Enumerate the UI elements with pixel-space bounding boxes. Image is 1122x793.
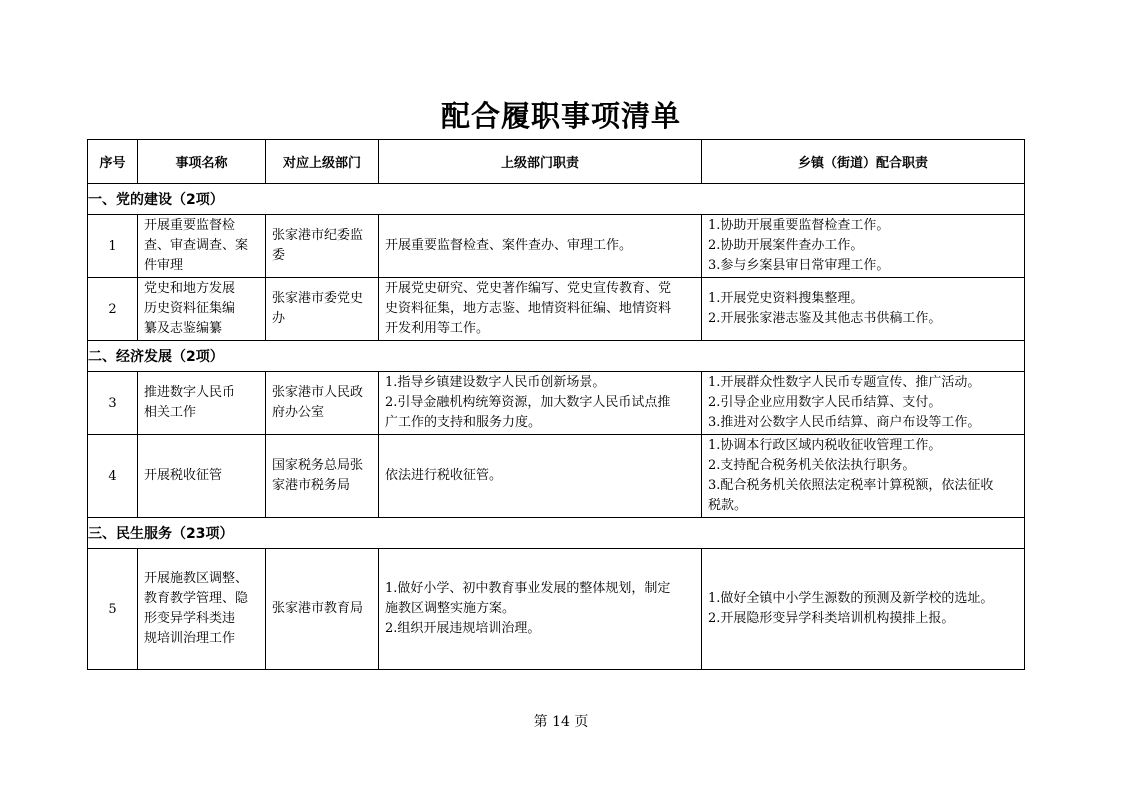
town-duty-cell (702, 278, 1025, 341)
superior-duty-line: 1.做好小学、初中教育事业发展的整体规划，制定 (385, 581, 671, 596)
item-name-line: 党史和地方发展 (144, 281, 236, 296)
town-duty-line: 2.开展隐形变异学科类培训机构摸排上报。 (708, 611, 955, 626)
superior-dept-line: 委 (272, 248, 286, 263)
section-row (88, 184, 1025, 215)
table-row (88, 278, 1025, 341)
town-duty-line: 1.做好全镇中小学生源数的预测及新学校的选址。 (708, 591, 994, 606)
superior-dept-cell (266, 372, 379, 435)
section-row (88, 341, 1025, 372)
item-name-line: 相关工作 (144, 405, 197, 420)
superior-dept-line: 张家港市人民政 (272, 385, 364, 400)
row-index-cell: 2 (88, 278, 138, 341)
town-duty-line: 2.协助开展案件查办工作。 (708, 238, 864, 253)
town-duty-line: 1.协调本行政区域内税收征收管理工作。 (708, 438, 942, 453)
superior-dept-line: 张家港市委党史 (272, 291, 364, 306)
superior-duty-cell (379, 435, 702, 518)
item-name-line: 历史资料征集编 (144, 301, 236, 316)
section-title: 一、党的建设（2项） (88, 184, 1025, 215)
superior-dept-line: 张家港市教育局 (272, 601, 364, 616)
table-row (88, 215, 1025, 278)
item-name-line: 开展重要监督检 (144, 218, 236, 233)
item-name-cell (138, 278, 266, 341)
section-title: 三、民生服务（23项） (88, 518, 1025, 549)
header-town-duty: 乡镇（街道）配合职责 (702, 140, 1025, 184)
superior-duty-line: 开发利用等工作。 (385, 321, 490, 336)
town-duty-cell (702, 372, 1025, 435)
town-duty-line: 2.支持配合税务机关依法执行职务。 (708, 458, 916, 473)
town-duty-line: 2.引导企业应用数字人民币结算、支付。 (708, 395, 942, 410)
page-number: 第 14 页 (533, 714, 589, 730)
item-name-cell (138, 435, 266, 518)
header-superior-duty: 上级部门职责 (379, 140, 702, 184)
item-name-line: 推进数字人民币 (144, 385, 236, 400)
superior-dept-line: 家港市税务局 (272, 478, 351, 493)
town-duty-line: 3.配合税务机关依照法定税率计算税额，依法征收 (708, 478, 994, 493)
superior-duty-cell (379, 278, 702, 341)
item-name-cell (138, 215, 266, 278)
superior-duty-line: 施教区调整实施方案。 (385, 601, 516, 616)
row-index-cell: 1 (88, 215, 138, 278)
town-duty-cell (702, 435, 1025, 518)
table-row (88, 372, 1025, 435)
section-title: 二、经济发展（2项） (88, 341, 1025, 372)
item-name-line: 件审理 (144, 258, 184, 273)
superior-dept-cell (266, 549, 379, 670)
superior-duty-line: 1.指导乡镇建设数字人民币创新场景。 (385, 375, 606, 390)
town-duty-line: 1.开展党史资料搜集整理。 (708, 291, 864, 306)
superior-duty-line: 史资料征集，地方志鉴、地情资料征编、地情资料 (385, 301, 672, 316)
superior-dept-cell (266, 215, 379, 278)
item-name-line: 纂及志鉴编纂 (144, 321, 223, 336)
town-duty-line: 2.开展张家港志鉴及其他志书供稿工作。 (708, 311, 942, 326)
town-duty-line: 1.协助开展重要监督检查工作。 (708, 218, 890, 233)
superior-dept-cell (266, 278, 379, 341)
superior-dept-cell (266, 435, 379, 518)
row-index-cell: 3 (88, 372, 138, 435)
town-duty-line: 税款。 (708, 498, 748, 513)
superior-duty-line: 2.组织开展违规培训治理。 (385, 621, 541, 636)
header-superior-dept: 对应上级部门 (266, 140, 379, 184)
superior-dept-line: 国家税务总局张 (272, 458, 364, 473)
table-body (88, 184, 1025, 670)
superior-duty-line: 依法进行税收征管。 (385, 468, 503, 483)
table-row (88, 549, 1025, 670)
item-name-line: 形变异学科类违 (144, 611, 236, 626)
table-row (88, 435, 1025, 518)
town-duty-line: 1.开展群众性数字人民币专题宣传、推广活动。 (708, 375, 981, 390)
superior-dept-line: 张家港市纪委监 (272, 228, 364, 243)
row-index-cell: 4 (88, 435, 138, 518)
item-name-line: 教育教学管理、隐 (144, 591, 249, 606)
town-duty-cell (702, 549, 1025, 670)
item-name-line: 开展施教区调整、 (144, 571, 249, 586)
superior-duty-cell (379, 215, 702, 278)
document-title: 配合履职事项清单 (440, 99, 681, 133)
item-name-line: 规培训治理工作 (144, 631, 236, 646)
row-index-cell: 5 (88, 549, 138, 670)
section-row (88, 518, 1025, 549)
superior-dept-line: 府办公室 (272, 405, 325, 420)
item-name-cell (138, 549, 266, 670)
superior-duty-line: 开展重要监督检查、案件查办、审理工作。 (385, 238, 633, 253)
town-duty-cell (702, 215, 1025, 278)
town-duty-line: 3.推进对公数字人民币结算、商户布设等工作。 (708, 415, 981, 430)
item-name-cell (138, 372, 266, 435)
superior-dept-line: 办 (272, 311, 286, 326)
item-name-line: 开展税收征管 (144, 468, 223, 483)
town-duty-line: 3.参与乡案县审日常审理工作。 (708, 258, 890, 273)
superior-duty-line: 广工作的支持和服务力度。 (385, 415, 542, 430)
table-header-row (88, 140, 1025, 184)
header-item-name: 事项名称 (138, 140, 266, 184)
superior-duty-cell (379, 372, 702, 435)
superior-duty-line: 开展党史研究、党史著作编写、党史宣传教育、党 (385, 281, 672, 296)
duty-table (87, 139, 1025, 670)
superior-duty-cell (379, 549, 702, 670)
header-index: 序号 (88, 140, 138, 184)
superior-duty-line: 2.引导金融机构统筹资源，加大数字人民币试点推 (385, 395, 671, 410)
item-name-line: 查、审查调查、案 (144, 238, 249, 253)
